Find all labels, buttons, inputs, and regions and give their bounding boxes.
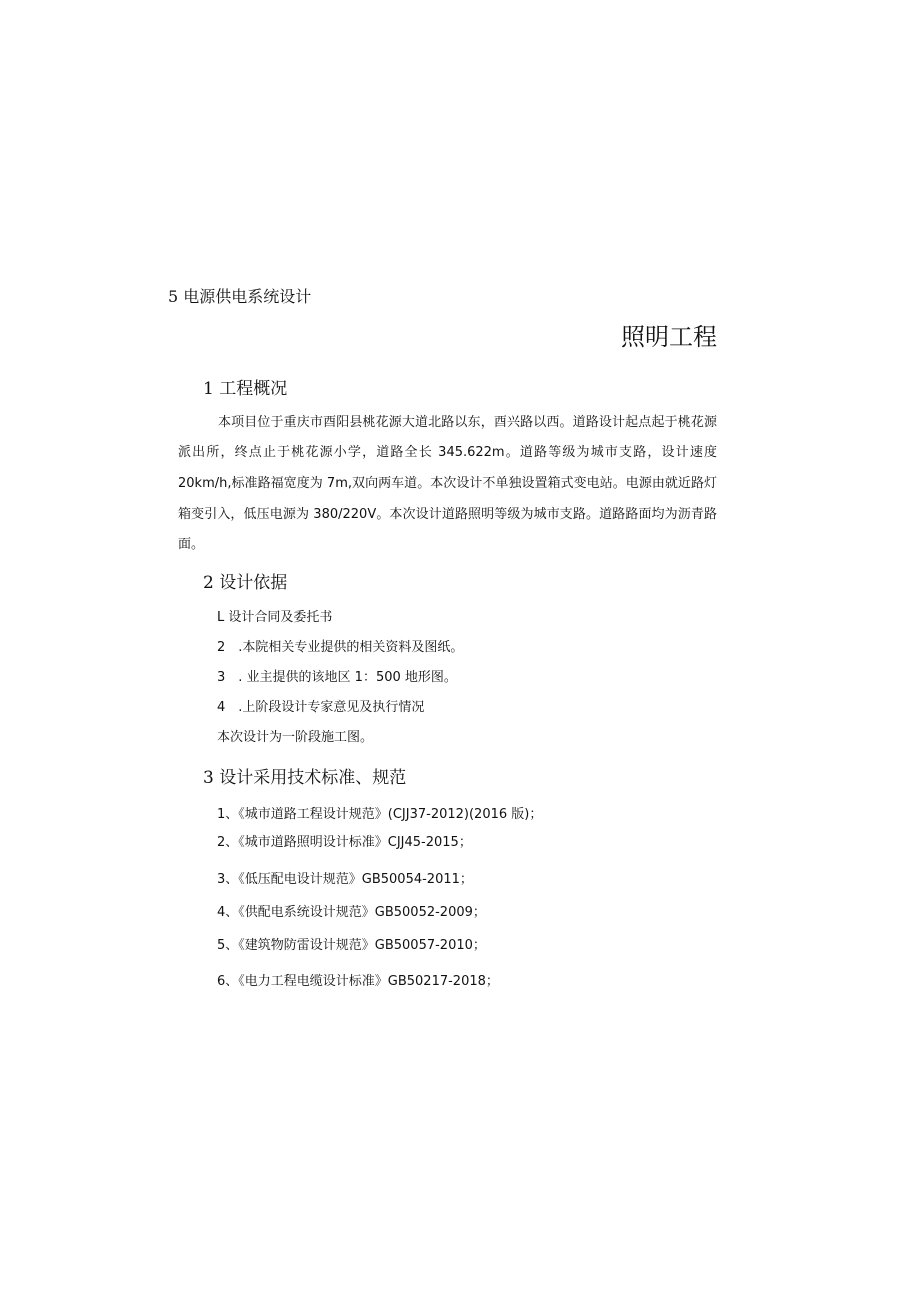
standard-item: 6、《电力工程电缆设计标准》GB50217-2018； [217,974,499,989]
standard-item: 2、《城市道路照明设计标准》CJJ45-2015； [217,835,472,850]
basis-note: 本次设计为一阶段施工图。 [217,730,374,745]
basis-item: L 设计合同及委托书 [217,610,333,625]
basis-item: 2 .本院相关专业提供的相关资料及图纸。 [217,640,464,655]
section-heading-standards: 3 设计采用技术标准、规范 [203,768,407,788]
basis-item: 3 . 业主提供的该地区 1：500 地形图。 [217,670,457,685]
standard-item: 4、《供配电系统设计规范》GB50052-2009； [217,905,486,920]
standard-item: 1、《城市道路工程设计规范》(CJJ37-2012)(2016 版)； [217,807,543,822]
chapter-heading: 5 电源供电系统设计 [168,287,312,306]
paragraph-line: 派出所，终点止于桃花源小学，道路全长 345.622m。道路等级为城市支路，设计速度 [178,445,717,460]
paragraph-line: 本项目位于重庆市酉阳县桃花源大道北路以东，酉兴路以西。道路设计起点起于桃花源 [218,415,717,430]
document-title: 照明工程 [621,323,717,351]
section-heading-overview: 1 工程概况 [203,379,288,399]
paragraph-line: 20km/h,标准路福宽度为 7m,双向两车道。本次设计不单独设置箱式变电站。电源由就近路灯 [178,476,717,491]
standard-item: 5、《建筑物防雷设计规范》GB50057-2010； [217,938,486,953]
basis-item: 4 .上阶段设计专家意见及执行情况 [217,700,425,715]
section-heading-basis: 2 设计依据 [203,573,288,593]
paragraph-line: 面。 [178,537,205,552]
standard-item: 3、《低压配电设计规范》GB50054-2011； [217,872,473,887]
paragraph-line: 箱变引入，低压电源为 380/220V。本次设计道路照明等级为城市支路。道路路面均为沥青路 [178,507,717,522]
